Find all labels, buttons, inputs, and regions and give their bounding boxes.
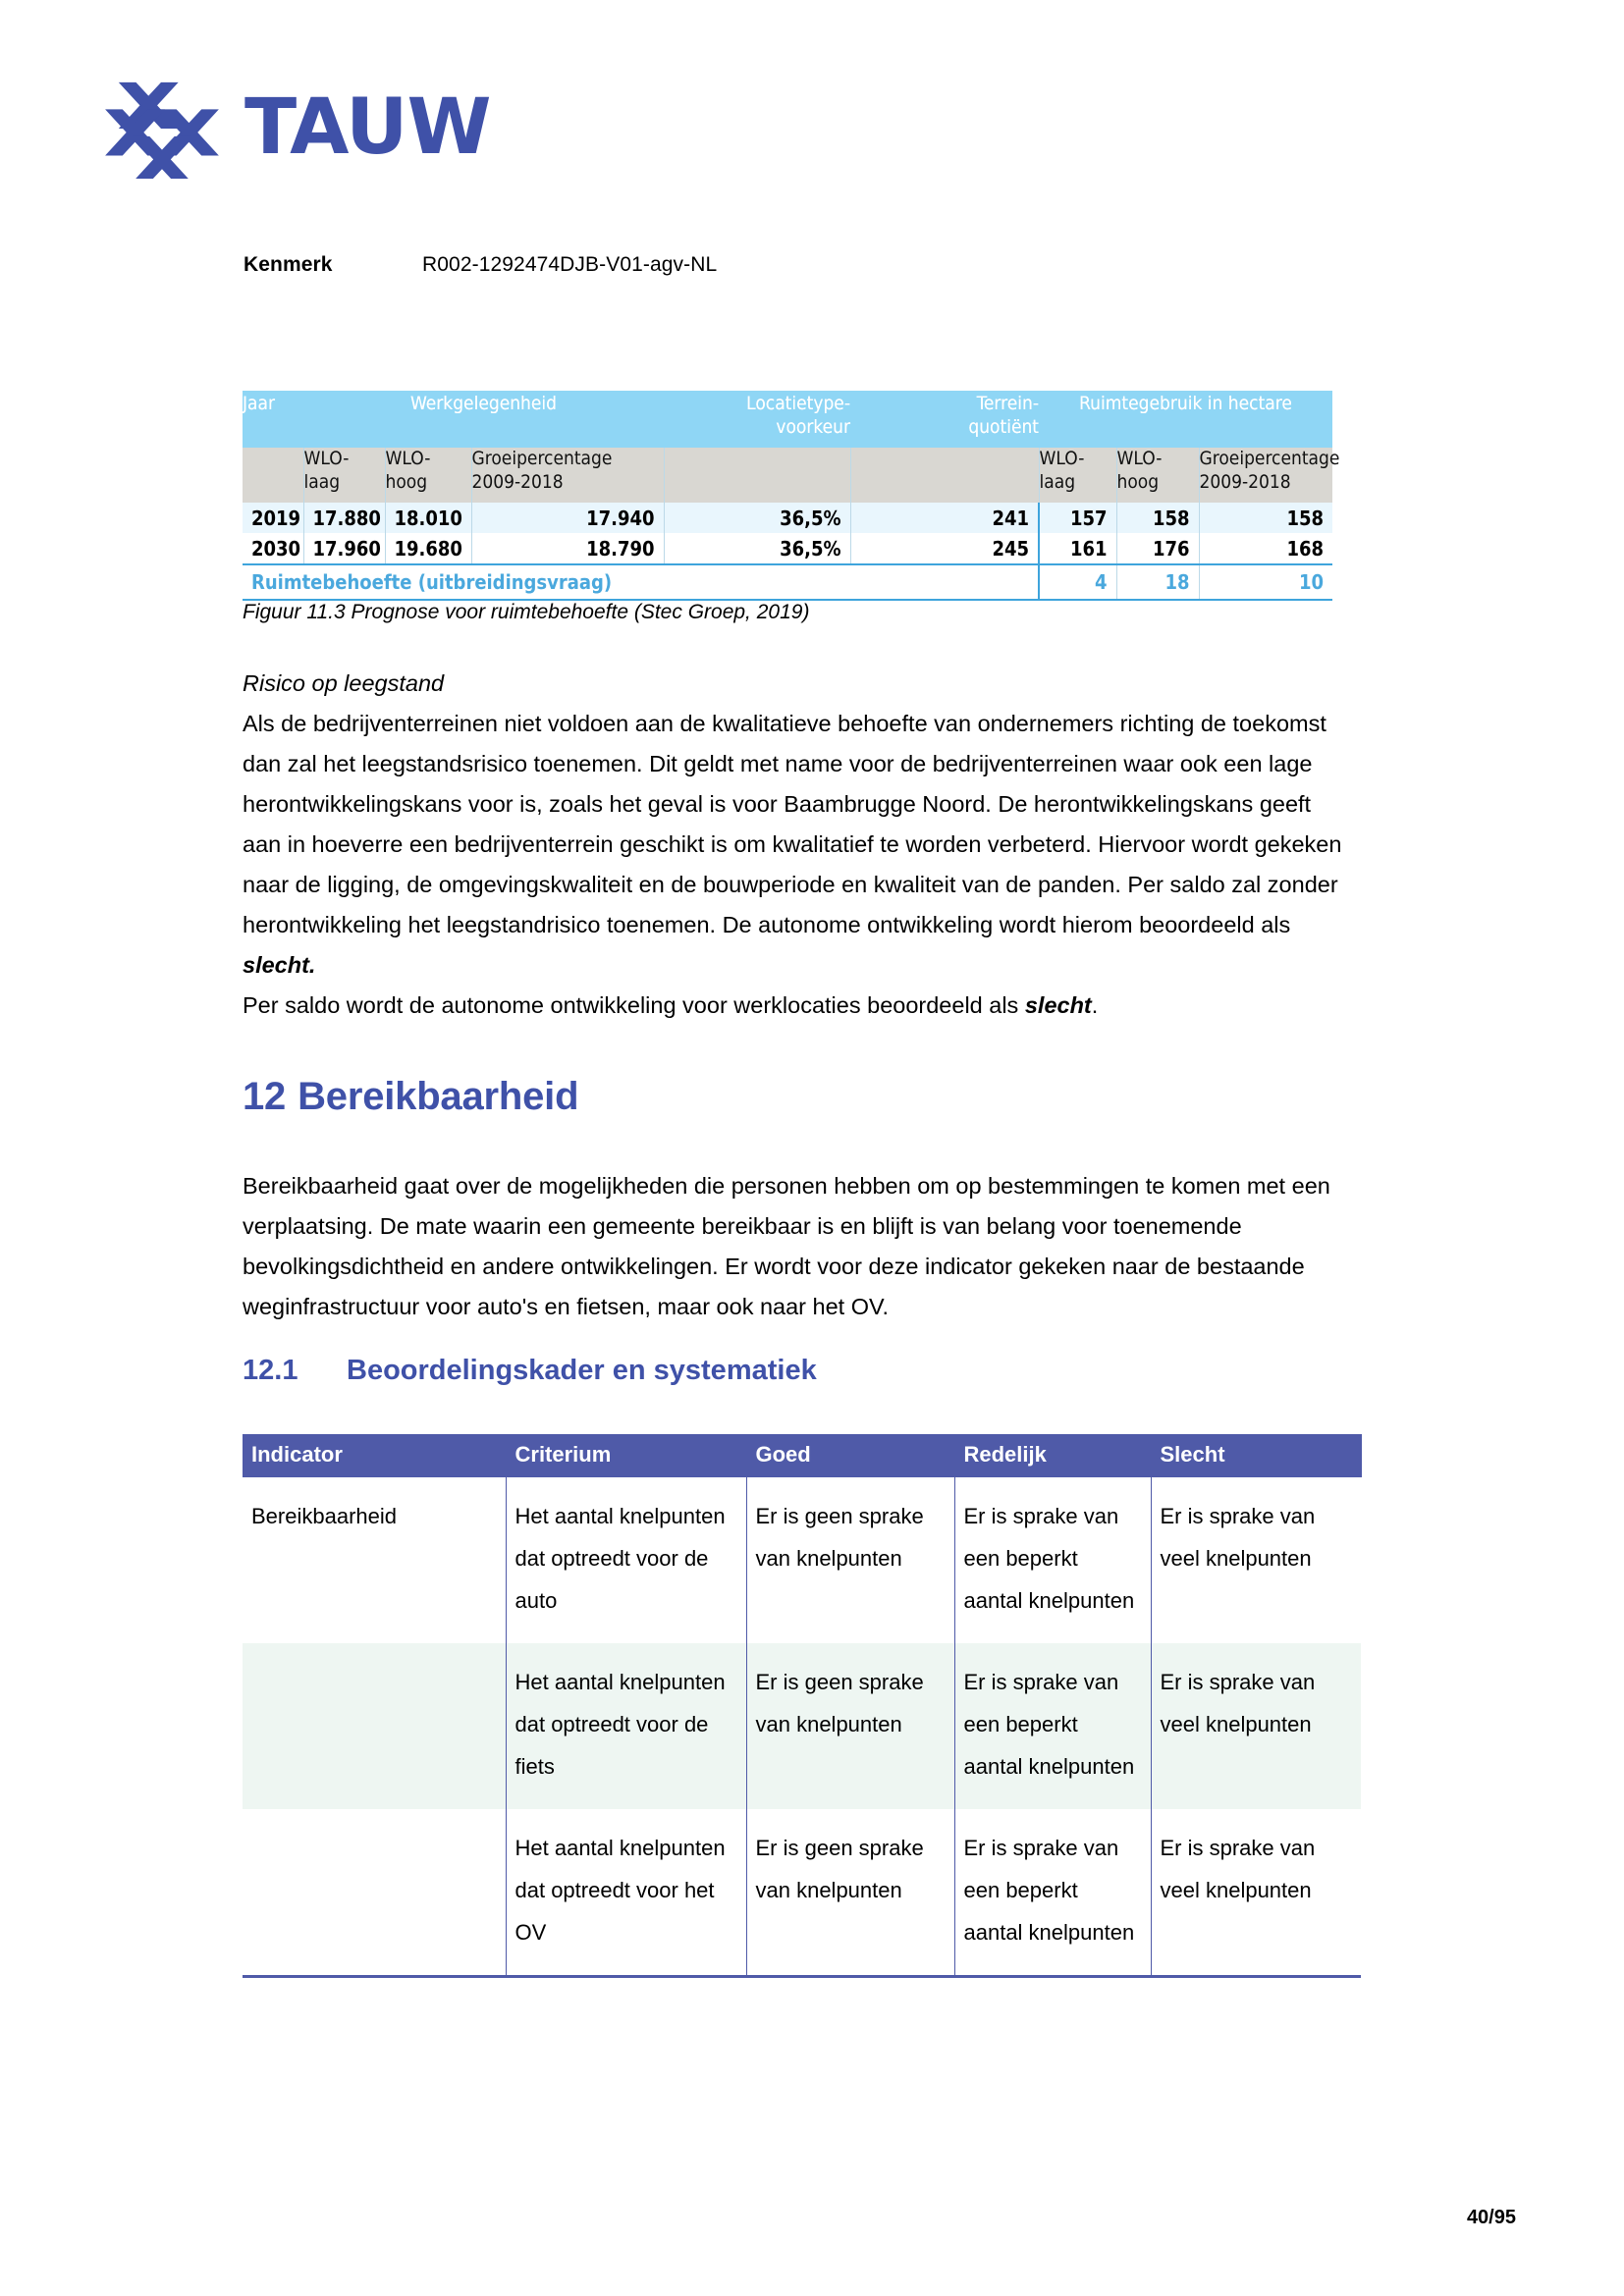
cell-redelijk: Er is sprake van een beperkt aantal knelpunten	[954, 1477, 1151, 1643]
cell-criterium: Het aantal knelpunten dat optreedt voor de auto	[506, 1477, 746, 1643]
risico-paragraph-text: Als de bedrijventerreinen niet voldoen aan de kwalitatieve behoefte van ondernemers richting de toekomst dan zal het leegstandsrisico toenemen. Dit geldt met name voor de bedrijventerreinen waar ook een lage herontwikkelingskans voor is, zoals het geval is voor Baambrugge Noord. De herontwikkelingskans geeft aan in hoeverre een bedrijventerrein geschikt is om kwalitatief te worden verbeterd. Hiervoor wordt gekeken naar de ligging, de omgevingskwaliteit en de bouwperiode en kwaliteit van de panden. Per saldo zal zonder herontwikkeling het leegstandrisico toenemen. De autonome ontwikkeling wordt hierom beoordeeld als	[243, 711, 1342, 937]
band-terrein-line2: quotiënt	[968, 415, 1039, 438]
sub-blank-2	[664, 448, 850, 503]
sub-ruimte-groei-l2: 2009-2018	[1199, 470, 1291, 493]
sub-werk-wlo-laag	[303, 448, 385, 503]
cell-locatietype: 36,5%	[664, 503, 850, 533]
cell-werk-wlo-hoog: 19.680	[385, 533, 471, 564]
figure-caption: Figuur 11.3 Prognose voor ruimtebehoefte (Stec Groep, 2019)	[243, 601, 810, 623]
cell-slecht: Er is sprake van veel knelpunten	[1151, 1809, 1361, 1977]
sub-ruimte-groei	[1199, 448, 1340, 503]
col-header-slecht: Slecht	[1151, 1434, 1361, 1477]
table-row	[243, 1477, 1361, 1643]
band-werkgelegenheid: Werkgelegenheid	[303, 392, 664, 448]
tauw-logo	[103, 77, 491, 179]
cell-criterium: Het aantal knelpunten dat optreedt voor het OV	[506, 1809, 746, 1977]
col-header-redelijk: Redelijk	[954, 1434, 1151, 1477]
table-total-row	[243, 564, 1332, 600]
kenmerk	[244, 253, 717, 277]
h2-number: 12.1	[243, 1355, 298, 1386]
sub-blank-3	[850, 448, 1039, 503]
total-ruimte-wlo-laag: 4	[1039, 564, 1116, 600]
cell-redelijk: Er is sprake van een beperkt aantal knelpunten	[954, 1809, 1151, 1977]
risico-paragraph-wrap	[243, 704, 1342, 986]
sub-ruimte-wlo-hoog	[1116, 448, 1199, 503]
cell-goed: Er is geen sprake van knelpunten	[746, 1809, 954, 1977]
cell-jaar: 2030	[243, 533, 303, 564]
persaldo-suffix: .	[1091, 992, 1099, 1018]
cell-werk-groei: 18.790	[471, 533, 664, 564]
cell-werk-groei: 17.940	[471, 503, 664, 533]
cell-ruimte-wlo-laag: 157	[1039, 503, 1116, 533]
page-number: 40/95	[1466, 2207, 1516, 2228]
assess-header-row	[243, 1434, 1361, 1477]
cell-indicator	[243, 1809, 506, 1977]
risico-paragraph-emphasis: slecht.	[243, 952, 316, 978]
beoordelingskader-table	[243, 1434, 1362, 1978]
sub-werk-wlo-hoog-l1: WLO-	[385, 448, 431, 469]
cell-ruimte-groei: 168	[1199, 533, 1332, 564]
col-header-indicator: Indicator	[243, 1434, 506, 1477]
total-ruimte-groei: 10	[1199, 564, 1332, 600]
h1-number: 12	[243, 1075, 287, 1118]
cell-criterium: Het aantal knelpunten dat optreedt voor de fiets	[506, 1643, 746, 1809]
band-locatietype-line1: Locatietype-	[746, 393, 850, 414]
sub-werk-groei-l2: 2009-2018	[471, 470, 564, 493]
sub-ruimte-wlo-hoog-l1: WLO-	[1116, 448, 1163, 469]
sub-ruimte-wlo-laag-l2: laag	[1039, 470, 1076, 493]
band-locatietype-line2: voorkeur	[776, 415, 850, 438]
cell-ruimte-wlo-hoog: 176	[1116, 533, 1199, 564]
sub-werk-groei-l1: Groeipercentage	[471, 448, 613, 469]
prognose-table	[243, 391, 1340, 601]
sub-ruimte-groei-l1: Groeipercentage	[1199, 448, 1340, 469]
table-row	[243, 1643, 1361, 1809]
page-title	[243, 1075, 578, 1119]
kenmerk-label: Kenmerk	[244, 253, 333, 276]
sub-werk-wlo-hoog	[385, 448, 471, 503]
cell-werk-wlo-laag: 17.960	[303, 533, 385, 564]
col-header-criterium: Criterium	[506, 1434, 746, 1477]
h2-title: Beoordelingskader en systematiek	[347, 1355, 817, 1386]
cell-werk-wlo-laag: 17.880	[303, 503, 385, 533]
intro-paragraph-wrap	[243, 1166, 1342, 1327]
risico-paragraph	[243, 704, 1342, 986]
sub-ruimte-wlo-hoog-l2: hoog	[1116, 470, 1160, 493]
cell-ruimte-wlo-hoog: 158	[1116, 503, 1199, 533]
cell-jaar: 2019	[243, 503, 303, 533]
persaldo-prefix: Per saldo wordt de autonome ontwikkeling voor werklocaties beoordeeld als	[243, 992, 1025, 1018]
persaldo-paragraph-wrap	[243, 986, 1342, 1026]
table-band-row	[243, 392, 1332, 448]
col-header-goed: Goed	[746, 1434, 954, 1477]
total-ruimte-wlo-hoog: 18	[1116, 564, 1199, 600]
cell-goed: Er is geen sprake van knelpunten	[746, 1477, 954, 1643]
band-jaar: Jaar	[243, 392, 303, 448]
tauw-chevron-logo-icon	[103, 77, 219, 179]
section-heading-12-1	[243, 1355, 817, 1387]
sub-werk-wlo-hoog-l2: hoog	[385, 470, 428, 493]
band-terrein-line1: Terrein-	[976, 393, 1039, 414]
sub-werk-wlo-laag-l2: laag	[303, 470, 341, 493]
tauw-wordmark: TAUW	[244, 83, 491, 172]
total-label: Ruimtebehoefte (uitbreidingsvraag)	[243, 564, 1039, 600]
table-row	[243, 503, 1332, 533]
table-subheader-row	[243, 448, 1332, 503]
persaldo-emphasis: slecht	[1024, 992, 1092, 1018]
cell-slecht: Er is sprake van veel knelpunten	[1151, 1477, 1361, 1643]
h1-title: Bereikbaarheid	[298, 1075, 579, 1118]
cell-ruimte-wlo-laag: 161	[1039, 533, 1116, 564]
sub-werk-groei	[471, 448, 664, 503]
cell-goed: Er is geen sprake van knelpunten	[746, 1643, 954, 1809]
risico-heading-wrap	[243, 664, 1342, 704]
cell-slecht: Er is sprake van veel knelpunten	[1151, 1643, 1361, 1809]
risico-heading: Risico op leegstand	[243, 670, 445, 696]
table-row	[243, 1809, 1361, 1977]
sub-ruimte-wlo-laag	[1039, 448, 1116, 503]
cell-terreinquotient: 245	[850, 533, 1039, 564]
cell-redelijk: Er is sprake van een beperkt aantal knelpunten	[954, 1643, 1151, 1809]
persaldo-paragraph	[243, 986, 1342, 1026]
band-ruimtegebruik: Ruimtegebruik in hectare	[1039, 392, 1332, 448]
kenmerk-value: R002-1292474DJB-V01-agv-NL	[422, 253, 718, 276]
sub-blank-1	[243, 448, 303, 503]
cell-werk-wlo-hoog: 18.010	[385, 503, 471, 533]
cell-ruimte-groei: 158	[1199, 503, 1332, 533]
cell-indicator	[243, 1643, 506, 1809]
table-row	[243, 533, 1332, 564]
cell-terreinquotient: 241	[850, 503, 1039, 533]
band-locatietype	[664, 392, 850, 448]
cell-locatietype: 36,5%	[664, 533, 850, 564]
cell-indicator: Bereikbaarheid	[251, 1504, 397, 1528]
sub-werk-wlo-laag-l1: WLO-	[303, 448, 350, 469]
intro-paragraph: Bereikbaarheid gaat over de mogelijkheden die personen hebben om op bestemmingen te komen met een verplaatsing. De mate waarin een gemeente bereikbaar is en blijft is van belang voor toenemende bevolkingsdichtheid en andere ontwikkelingen. Er wordt voor deze indicator gekeken naar de bestaande weginfrastructuur voor auto's en fietsen, maar ook naar het OV.	[243, 1173, 1330, 1319]
sub-ruimte-wlo-laag-l1: WLO-	[1039, 448, 1085, 469]
band-terreinquotient	[850, 392, 1039, 448]
